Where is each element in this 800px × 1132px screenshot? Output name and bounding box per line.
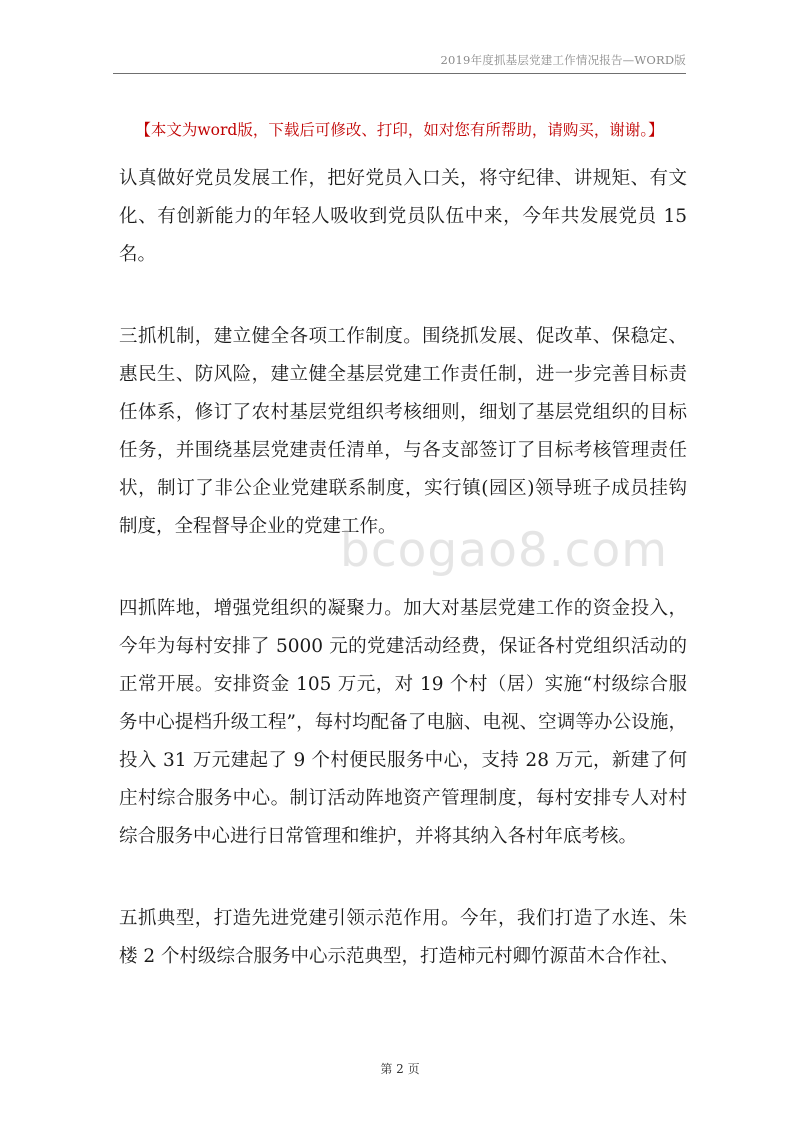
page-number: 第 2 页 [380,1062,420,1076]
running-header: 2019年度抓基层党建工作情况报告—WORD版 [440,53,686,67]
document-body [119,160,687,1020]
watermark: bcogao8.com [340,523,669,578]
header-divider [113,73,686,74]
paragraph-models: 五抓典型，打造先进党建引领示范作用。今年，我们打造了水连、朱楼 2 个村级综合服务中心示范典型，打造柿元村卿竹源苗木合作社、 [119,908,687,967]
paragraph-mechanism: 三抓机制，建立健全各项工作制度。围绕抓发展、促改革、保稳定、惠民生、防风险，建立健全基层党建工作责任制，进一步完善目标责任体系，修订了农村基层党组织考核细则，细划了基层党组织的目标任务，并围绕基层党建责任清单，与各支部签订了目标考核管理责任状，制订了非公企业党建联系制度，实行镇(园区)领导班子成员挂钩制度，全程督导企业的党建工作。 [119,326,687,537]
paragraph-venues: 四抓阵地，增强党组织的凝聚力。加大对基层党建工作的资金投入，今年为每村安排了 5000 元的党建活动经费，保证各村党组织活动的正常开展。安排资金 105 万元，对 19 个村（居）实施“村级综合服务中心提档升级工程”，每村均配备了电脑、电视、空调等办公设施，投入 31 万元建起了 9 个村便民服务中心，支持 28 万元，新建了何庄村综合服务中心。制订活动阵地资产管理制度，每村安排专人对村综合服务中心进行日常管理和维护，并将其纳入各村年底考核。 [119,598,687,847]
paragraph-member-recruitment: 认真做好党员发展工作，把好党员入口关，将守纪律、讲规矩、有文化、有创新能力的年轻人吸收到党员队伍中来，今年共发展党员 15名。 [119,168,687,265]
download-notice: 【本文为word版，下载后可修改、打印，如对您有所帮助，请购买，谢谢。】 [135,121,664,139]
